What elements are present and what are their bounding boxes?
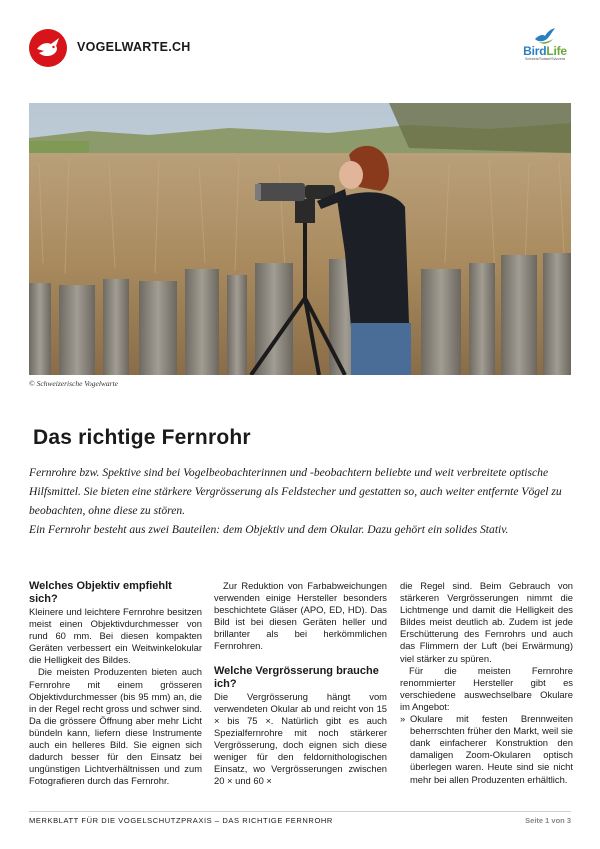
text-column-2 [214,580,387,787]
photo-credit: © Schweizerische Vogelwarte [29,379,119,388]
bird-icon [29,29,67,67]
paragraph: Kleinere und leichtere Fernrohre besitzen meist einen Objektivdurchmesser von rund 60 mm. Bei diesen kompakten Geräten verbessert ein Weitwinkelokular die Helligkeit des Bildes. [29,606,202,666]
page-title: Das richtige Fernrohr [33,426,251,449]
bullet-list [400,713,573,786]
list-item: » Okulare mit festen Brennweiten beherrschten früher den Markt, weil sie dank einfacherer Konstruktion den damaligen Zoom-Okularen optisch überlegen waren. Heute sind sie nicht mehr bei allen Produzenten erhältlich. [400,713,573,785]
brand-name: VOGELWARTE.CH [77,40,191,54]
hero-photo [29,103,571,375]
page-number: Seite 1 von 3 [525,816,571,825]
birdlife-logo[interactable] [517,27,573,69]
paragraph: Die Vergrösserung hängt vom verwendeten Okular ab und reicht von 15 × bis 75 ×. Natürlich gibt es auch Spezialfernrohre mit noch stärkerer Vergrösserung, doch eignen sich diese weniger für den feldornithologischen Einsatz, wo Vergrösserungen zwischen 20 × und 60 × [214,690,387,787]
vogelwarte-logo[interactable] [29,29,67,67]
intro-text [29,463,574,539]
section-heading-objective: Welches Objektiv empfiehlt sich? [29,580,172,605]
paragraph: Die meisten Produzenten bieten auch Fernrohre mit einem grösseren Objektivdurchmesser (bis 95 mm) an, die in der Regel recht gross und schwer sind. Da die grössere Öffnung aber mehr Licht bündeln kann, liefern diese Instrumente auch ein helleres Bild. Sie eignen sich dadurch besser für den Einsatz bei ungünstigen Lichtverhältnissen und zum Fotografieren durch das Fernrohr. [29,666,202,787]
footer-title: MERKBLATT FÜR DIE VOGELSCHUTZPRAXIS – DAS RICHTIGE FERNROHR [29,816,333,825]
section-heading-magnification: Welche Vergrösserung brauche ich? [214,664,379,690]
paragraph: Zur Reduktion von Farbabweichungen verwenden einige Hersteller besonders beschichtete Gläser (APO, ED, HD). Das Bild ist bei diesen Geräten heller und brillanter als bei herkömmlichen Fernrohren. [214,580,387,652]
footer-divider [29,811,571,812]
birdlife-bird-icon [533,27,557,45]
birdlife-wordmark: BirdLife [523,44,567,58]
paragraph: Für die meisten Fernrohre renommierter Hersteller gibt es verschiedene auswechselbare Okulare im Angebot: [400,664,573,712]
text-column-3 [400,580,573,786]
birdlife-subtitle: Schweiz/Suisse/Svizzera [525,57,565,61]
intro-paragraph-1: Fernrohre bzw. Spektive sind bei Vogelbeobachterinnen und -beobachtern beliebte und weit verbreitete optische Hilfsmittel. Sie bieten eine stärkere Vergrösserung als Feldstecher und gestatten so, auch weiter entfernte Vögel zu beobachten, ohne diese zu stören. [29,466,562,517]
paragraph: die Regel sind. Beim Gebrauch von stärkeren Vergrösserungen nimmt die Lichtmenge und damit die Helligkeit des Bildes meist deutlich ab. Zudem ist jede Erschütterung des Fernrohrs und auch das Flimmern der Luft (bei Erwärmung) viel stärker zu spüren. [400,580,573,664]
bullet-marker: » [400,713,406,725]
text-column-1 [29,580,202,787]
intro-paragraph-2: Ein Fernrohr besteht aus zwei Bauteilen: dem Objektiv und dem Okular. Dazu gehört ein solides Stativ. [29,523,509,536]
